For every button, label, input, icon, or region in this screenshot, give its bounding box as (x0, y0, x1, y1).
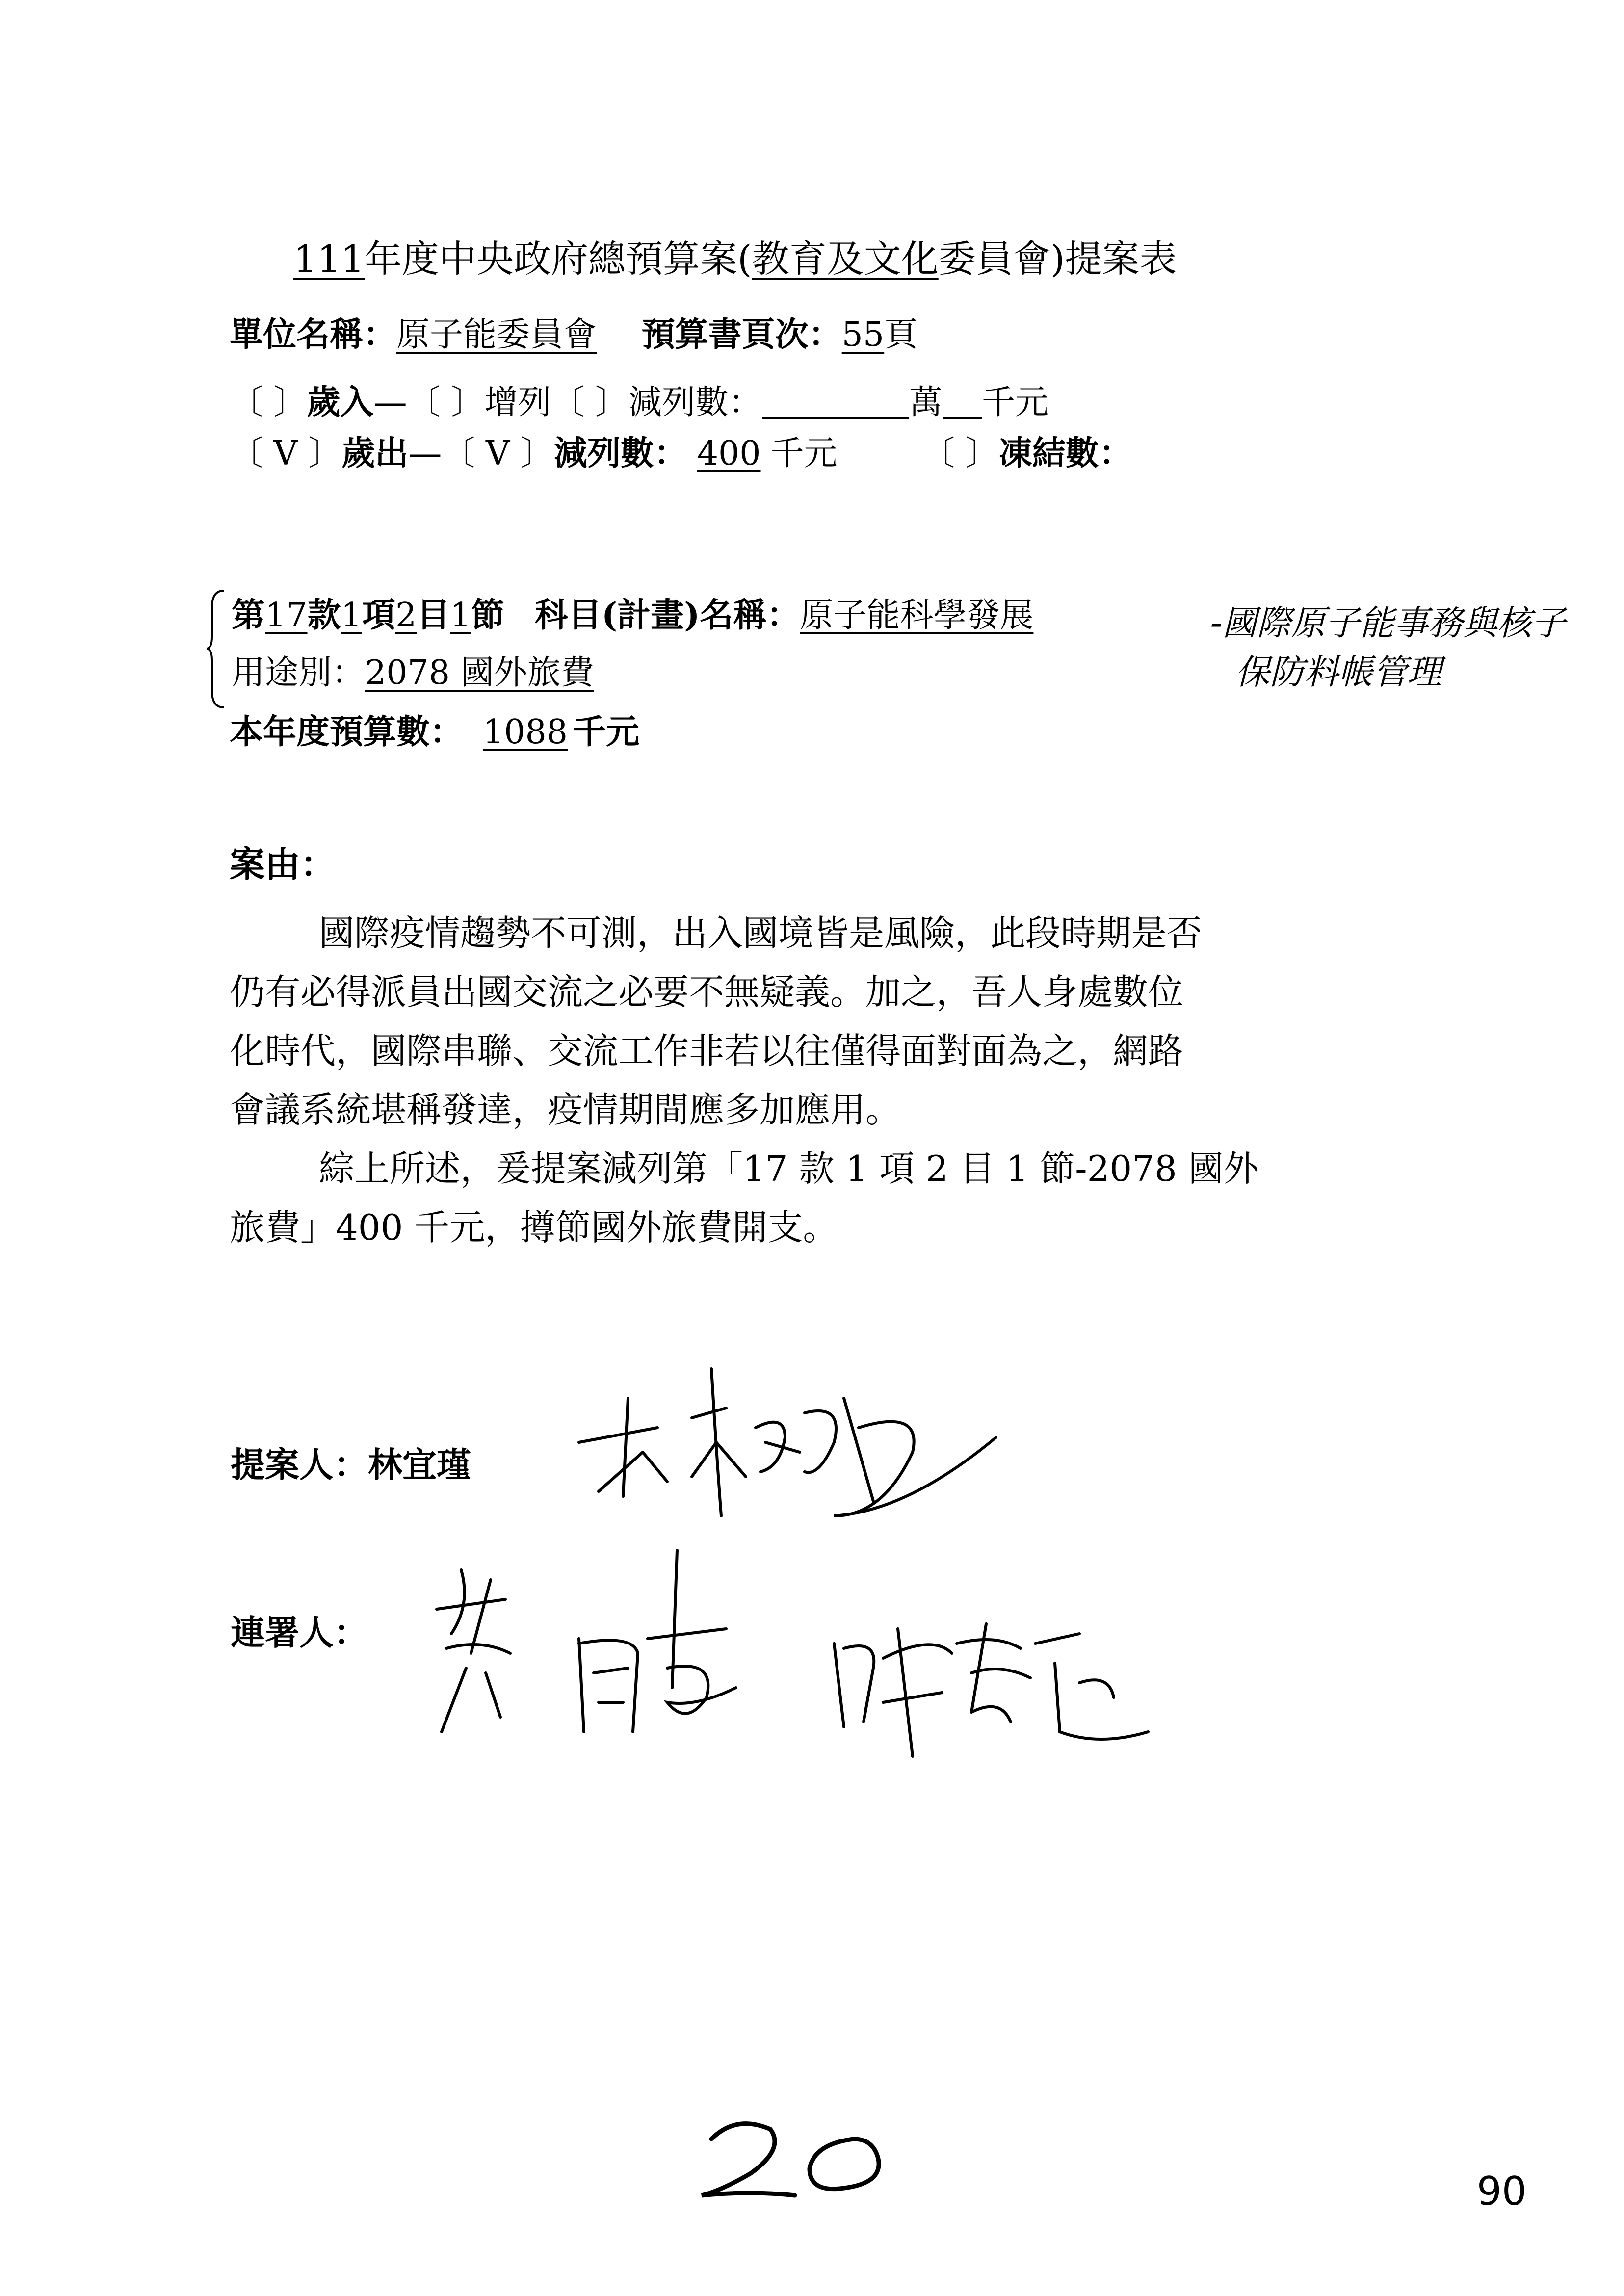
usage-line (232, 653, 594, 692)
expense-decrease-checkbox: 〔 V 〕 (442, 434, 554, 473)
corner-number: 90 (1477, 2168, 1527, 2214)
title-year: 111 (293, 237, 365, 281)
proposer-label: 提案人： (231, 1444, 368, 1485)
reason-line-1: 國際疫情趨勢不可測，出入國境皆是風險，此段時期是否 (319, 913, 1203, 954)
item-brace (206, 588, 226, 710)
revenue-checkbox: 〔 〕 (230, 383, 307, 422)
expense-dash: — (408, 434, 442, 473)
reason-line-5: 綜上所述，爰提案減列第「17 款 1 項 2 目 1 節-2078 國外 (319, 1148, 1259, 1189)
reason-line-4: 會議系統堪稱發達，疫情期間應多加應用。 (230, 1089, 901, 1130)
cosigner-signature-2 (824, 1614, 1168, 1771)
item-jie: 1 (450, 596, 471, 635)
handwritten-note-line-2: 保防料帳管理 (1235, 652, 1441, 692)
expense-decrease-value: 400 (697, 434, 761, 473)
usage-value: 2078 國外旅費 (365, 653, 594, 692)
proposer-name: 林宜瑾 (368, 1444, 471, 1485)
reason-line-6: 旅費」400 千元，撙節國外旅費開支。 (230, 1207, 838, 1248)
page-suffix: 頁 (884, 315, 918, 354)
title-suffix: 委員會)提案表 (938, 237, 1177, 281)
unit-value: 原子能委員會 (396, 315, 597, 354)
item-mu: 2 (395, 596, 417, 635)
item-xiang: 1 (341, 596, 362, 635)
revenue-line (230, 383, 1048, 422)
cosigner-label: 連署人： (231, 1612, 368, 1653)
revenue-decrease: 〔 〕減列數： (551, 383, 762, 422)
item-line (232, 596, 1034, 635)
expense-line (230, 434, 1132, 473)
form-title (293, 237, 1177, 281)
expense-label: 歲出 (341, 434, 409, 473)
item-kuan: 17 (265, 596, 308, 635)
cosigner-signature-1 (422, 1540, 775, 1747)
revenue-increase: 〔 〕增列 (407, 383, 551, 422)
freeze-checkbox: 〔 〕 (921, 434, 999, 473)
revenue-thousand: 千元 (981, 383, 1048, 422)
handwritten-page-number (692, 2110, 898, 2208)
handwritten-note-line-1: -國際原子能事務與核子 (1210, 603, 1566, 643)
page-label: 預算書頁次： (641, 315, 842, 354)
budget-line (230, 712, 640, 752)
unit-line (230, 315, 918, 354)
proposer-signature (569, 1354, 1011, 1550)
revenue-label: 歲入 (307, 383, 374, 422)
revenue-wan: 萬 (909, 383, 943, 422)
subject-value: 原子能科學發展 (800, 596, 1034, 635)
item-xiang-label: 項 (362, 596, 395, 635)
expense-thousand: 千元 (770, 434, 838, 473)
proposer-line (231, 1437, 471, 1487)
item-jie-label: 節 (471, 596, 505, 635)
expense-checkbox: 〔 V 〕 (230, 434, 342, 473)
item-kuan-label: 款 (307, 596, 341, 635)
revenue-blank-thousand (943, 389, 982, 419)
unit-label: 單位名稱： (230, 315, 397, 354)
title-prefix: 年度中央政府總預算案( (365, 237, 752, 281)
subject-label: 科目(計畫)名稱： (535, 596, 800, 635)
title-committee: 教育及文化 (752, 237, 939, 281)
freeze-label: 凍結數： (998, 434, 1132, 473)
usage-label: 用途別： (232, 653, 366, 692)
revenue-blank-wan (762, 389, 909, 419)
item-di: 第 (232, 596, 265, 635)
item-mu-label: 目 (417, 596, 450, 635)
reason-line-3: 化時代，國際串聯、交流工作非若以往僅得面對面為之，網路 (230, 1030, 1184, 1071)
revenue-dash: — (373, 383, 407, 422)
reason-line-2: 仍有必得派員出國交流之必要不無疑義。加之，吾人身處數位 (230, 971, 1184, 1013)
budget-value: 1088 (483, 713, 568, 752)
budget-label: 本年度預算數： (230, 712, 464, 752)
budget-unit: 千元 (573, 712, 640, 752)
page-value: 55 (841, 315, 885, 354)
expense-decrease-label: 減列數： (553, 434, 687, 473)
reason-heading: 案由： (230, 843, 336, 885)
